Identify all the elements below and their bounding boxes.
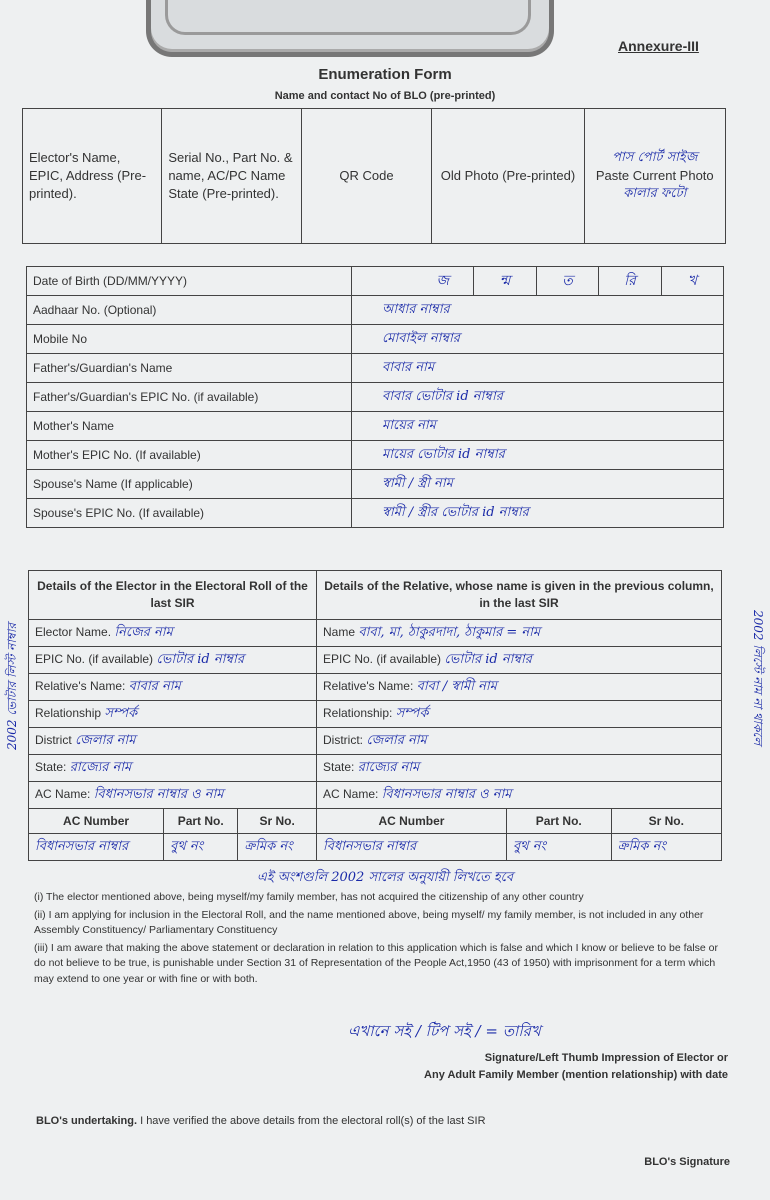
detail-row (27, 325, 724, 354)
declaration-item: (ii) I am applying for inclusion in the Electoral Roll, and the name mentioned above, being myself/ my family member, is not included in any other Assembly Constituency/ Parliamentary Constituency (34, 908, 704, 936)
signature-label: Signature/Left Thumb Impression of Elector or Any Adult Family Member (mention relationship) with date (424, 1052, 728, 1081)
detail-label: Mobile No (27, 325, 352, 354)
right-margin-note: 2002 লিস্টে নাম না থাকলে (751, 610, 765, 746)
detail-row (27, 267, 724, 296)
relative-ac-name-field[interactable]: AC Name: বিধানসভার নাম্বার ও নাম (316, 782, 721, 809)
spouse-name-field[interactable]: স্বামী / স্ত্রী নাম (352, 470, 724, 499)
relative-name-field[interactable]: Name বাবা, মা, ঠাকুরদাদা, ঠাকুমার = নাম (316, 620, 721, 647)
ac-number-header: AC Number (29, 809, 164, 834)
dob-box: ন্ম (473, 267, 535, 295)
sir-row (29, 620, 722, 647)
relative-state-field[interactable]: State: রাজ্যের নাম (316, 755, 721, 782)
form-title: Enumeration Form (318, 66, 452, 83)
sr-no-header: Sr No. (611, 809, 721, 834)
detail-label: Mother's Name (27, 412, 352, 441)
dob-box: ত (536, 267, 598, 295)
photo-handwriting-top: পাস পোর্ট সাইজ (612, 150, 698, 165)
blo-undertaking: BLO's undertaking. I have verified the above details from the electoral roll(s) of the last SIR (36, 1115, 486, 1127)
part-no-header: Part No. (506, 809, 611, 834)
part-no-field[interactable]: বুথ নং (164, 834, 238, 861)
dob-box: জ (436, 273, 449, 289)
elector-state-field[interactable]: State: রাজ্যের নাম (29, 755, 317, 782)
annexure-label: Annexure-III (618, 38, 699, 54)
detail-row (27, 383, 724, 412)
elector-ac-name-field[interactable]: AC Name: বিধানসভার নাম্বার ও নাম (29, 782, 317, 809)
ac-number-field[interactable]: বিধানসভার নাম্বার (29, 834, 164, 861)
elector-relative-name-field[interactable]: Relative's Name: বাবার নাম (29, 674, 317, 701)
relative-relative-name-field[interactable]: Relative's Name: বাবা / স্বামী নাম (316, 674, 721, 701)
relative-sir-header: Details of the Relative, whose name is given in the previous column, in the last SIR (316, 571, 721, 620)
sir-row (29, 647, 722, 674)
declaration-item: (iii) I am aware that making the above statement or declaration in relation to this application which is false and which I know or believe to be false or do not believe to be true, is punishable under Section 31 of Representation of the People Act,1950 (43 of 1950) with imprisonment for a term which may extend to one year or with fine or with both. (34, 941, 719, 985)
sr-no-field[interactable]: ক্রমিক নং (238, 834, 317, 861)
sir-row (29, 674, 722, 701)
spouse-epic-field[interactable]: স্বামী / স্ত্রীর ভোটার id নাম্বার (352, 499, 724, 528)
mobile-field[interactable]: মোবাইল নাম্বার (352, 325, 724, 354)
aadhaar-field[interactable]: আধার নাম্বার (352, 296, 724, 325)
handwritten-note: এই অংশগুলি 2002 সালের অনুযায়ী লিখতে হবে (256, 870, 514, 885)
detail-label: Father's/Guardian's EPIC No. (if available) (27, 383, 352, 412)
elector-info-table (22, 108, 726, 244)
sr-no-field[interactable]: ক্রমিক নং (611, 834, 721, 861)
sir-row (29, 728, 722, 755)
dob-field[interactable] (352, 267, 724, 296)
signature-field[interactable]: এখানে সই / টিপ সই / = তারিখ (348, 1022, 541, 1040)
personal-details-table (26, 266, 724, 528)
father-epic-field[interactable]: বাবার ভোটার id নাম্বার (352, 383, 724, 412)
clipboard-clip-icon (146, 0, 554, 57)
sr-no-header: Sr No. (238, 809, 317, 834)
photo-handwriting-bottom: কালার ফটো (623, 186, 687, 201)
ac-number-field[interactable]: বিধানসভার নাম্বার (316, 834, 506, 861)
last-sir-table (28, 570, 722, 861)
elector-name-cell: Elector's Name, EPIC, Address (Pre-printed). (23, 109, 162, 244)
left-margin-note: 2002 ভোটার লিস্ট নাম্বার (5, 623, 19, 750)
father-name-field[interactable]: বাবার নাম (352, 354, 724, 383)
paste-photo-cell[interactable] (584, 109, 725, 244)
detail-row (27, 441, 724, 470)
relative-epic-field[interactable]: EPIC No. (if available) ভোটার id নাম্বার (316, 647, 721, 674)
elector-name-field[interactable]: Elector Name. নিজের নাম (29, 620, 317, 647)
part-no-header: Part No. (164, 809, 238, 834)
paste-photo-label: Paste Current Photo (595, 168, 714, 183)
detail-label: Father's/Guardian's Name (27, 354, 352, 383)
detail-label: Aadhaar No. (Optional) (27, 296, 352, 325)
detail-label: Spouse's EPIC No. (If available) (27, 499, 352, 528)
detail-label: Mother's EPIC No. (If available) (27, 441, 352, 470)
blo-signature-label: BLO's Signature (644, 1156, 730, 1168)
serial-no-cell: Serial No., Part No. & name, AC/PC Name State (Pre-printed). (162, 109, 301, 244)
sir-row (29, 782, 722, 809)
relative-district-field[interactable]: District: জেলার নাম (316, 728, 721, 755)
elector-sir-header: Details of the Elector in the Electoral Roll of the last SIR (29, 571, 317, 620)
old-photo-cell: Old Photo (Pre-printed) (432, 109, 584, 244)
dob-box: রি (598, 267, 660, 295)
detail-row (27, 296, 724, 325)
detail-row (27, 412, 724, 441)
sir-row (29, 755, 722, 782)
declaration-item: (i) The elector mentioned above, being myself/my family member, has not acquired the citizenship of any other country (34, 891, 584, 903)
form-subtitle: Name and contact No of BLO (pre-printed) (274, 90, 496, 102)
elector-district-field[interactable]: District জেলার নাম (29, 728, 317, 755)
detail-row (27, 354, 724, 383)
detail-label: Date of Birth (DD/MM/YYYY) (27, 267, 352, 296)
sir-row (29, 701, 722, 728)
elector-relationship-field[interactable]: Relationship সম্পর্ক (29, 701, 317, 728)
mother-name-field[interactable]: মায়ের নাম (352, 412, 724, 441)
elector-epic-field[interactable]: EPIC No. (if available) ভোটার id নাম্বার (29, 647, 317, 674)
qr-code-cell: QR Code (301, 109, 432, 244)
declaration-text (34, 890, 728, 989)
part-no-field[interactable]: বুথ নং (506, 834, 611, 861)
detail-row (27, 499, 724, 528)
detail-row (27, 470, 724, 499)
mother-epic-field[interactable]: মায়ের ভোটার id নাম্বার (352, 441, 724, 470)
detail-label: Spouse's Name (If applicable) (27, 470, 352, 499)
relative-relationship-field[interactable]: Relationship: সম্পর্ক (316, 701, 721, 728)
dob-box: খ (661, 267, 723, 295)
ac-number-header: AC Number (316, 809, 506, 834)
